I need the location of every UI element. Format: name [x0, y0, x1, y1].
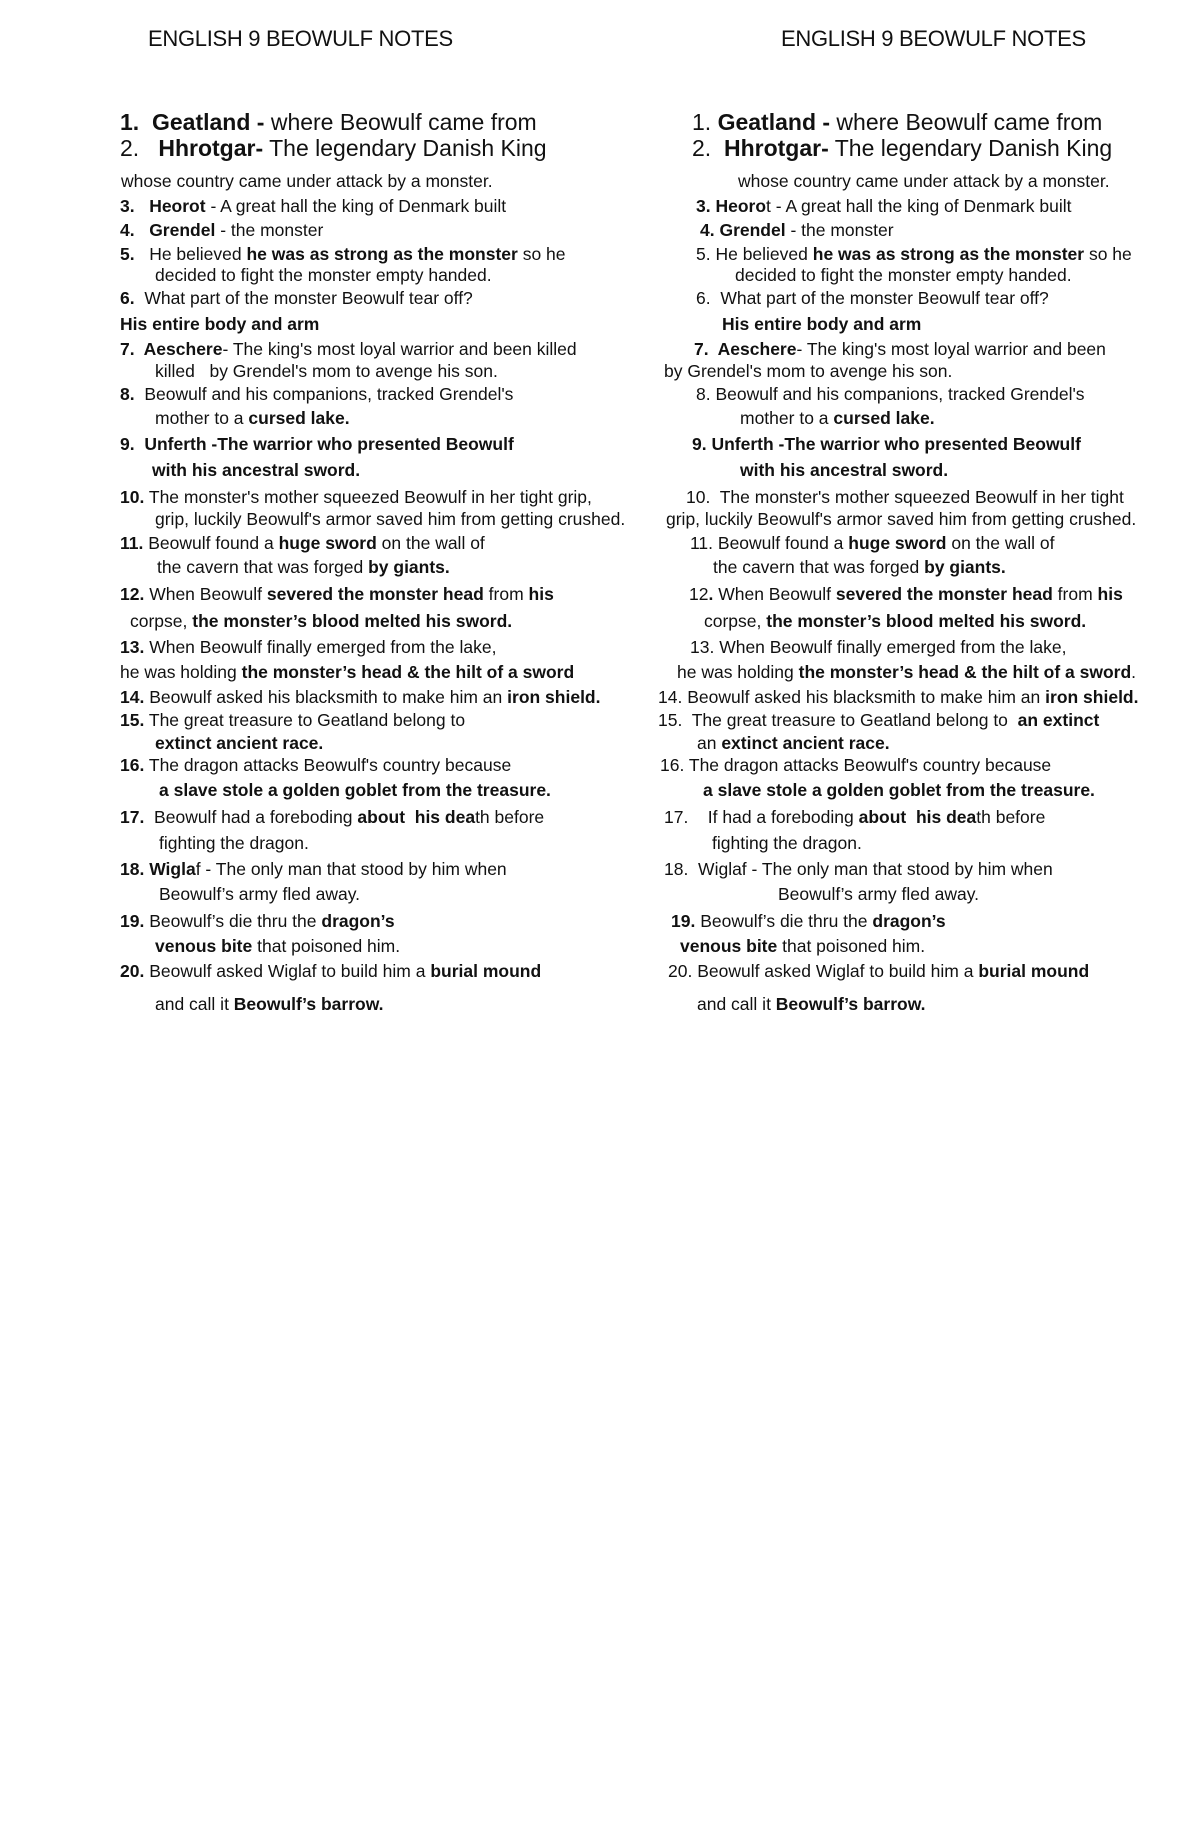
right-note-line-31 [664, 859, 1053, 879]
left-note-line-4-segment: Heorot [144, 196, 206, 216]
left-note-line-4-segment: 3. [120, 196, 145, 216]
left-note-line-35-segment: 20. [120, 961, 145, 981]
left-note-line-27-segment: The dragon attacks Beowulf's country because [144, 755, 512, 775]
right-note-line-26-segment: an [697, 733, 722, 753]
left-note-line-15 [152, 460, 360, 480]
right-note-line-10-segment: - The king's most loyal warrior and been [796, 339, 1106, 359]
left-note-line-24-segment: 14. [120, 687, 145, 707]
left-note-line-31-segment: Wigla [144, 859, 196, 879]
right-note-line-32-segment: Beowulf’s army fled away. [778, 884, 980, 904]
left-note-line-12 [120, 384, 513, 404]
left-note-line-29-segment: about his dea [357, 807, 476, 827]
right-note-line-4-segment: t - A great hall the king of Denmark built [766, 196, 1072, 216]
right-note-line-21-segment: the monster’s blood melted his sword. [766, 611, 1087, 631]
right-note-line-17-segment: grip, luckily Beowulf's armor saved him from getting crushed. [666, 509, 1137, 529]
right-note-line-3-segment: whose country came under attack by a monster. [738, 171, 1110, 191]
left-note-line-33-segment: Beowulf’s die thru the [144, 911, 322, 931]
left-note-line-35-segment: Beowulf asked Wiglaf to build him a [144, 961, 431, 981]
right-note-line-29-segment: about his dea [858, 807, 977, 827]
left-note-line-18-segment: Beowulf found a [143, 533, 279, 553]
right-note-line-12 [696, 384, 1085, 404]
right-note-line-15 [740, 460, 948, 480]
right-note-line-19-segment: by giants. [924, 557, 1006, 577]
left-note-line-6 [120, 244, 566, 264]
right-note-line-10-segment: 7. Aeschere [694, 339, 797, 359]
left-note-line-34-segment: venous bite [155, 936, 253, 956]
right-note-line-30 [712, 833, 862, 853]
left-note-line-12-segment: Beowulf and his companions, tracked Grendel's [144, 384, 514, 404]
right-note-line-13-segment: cursed lake. [833, 408, 935, 428]
left-note-line-27-segment: 16. [120, 755, 145, 775]
left-note-line-3-segment: whose country came under attack by a monster. [121, 171, 493, 191]
right-note-line-20-segment: 12 [689, 584, 709, 604]
left-note-line-22-segment: 13. [120, 637, 145, 657]
right-note-line-5-segment: 4. Grendel [700, 220, 786, 240]
left-note-line-8 [120, 288, 473, 308]
left-note-line-26-segment: extinct ancient race. [155, 733, 324, 753]
right-note-line-10 [694, 339, 1106, 359]
right-note-line-23-segment: he was holding [677, 662, 799, 682]
left-note-line-19-segment: by giants. [368, 557, 450, 577]
right-note-line-27-segment: 16. The dragon attacks Beowulf's country because [660, 755, 1052, 775]
left-note-line-33-segment: dragon’s [321, 911, 395, 931]
right-note-line-23-segment: . [1131, 662, 1137, 682]
left-note-line-2-segment: Hhrotgar- [151, 135, 264, 161]
right-note-line-14 [692, 434, 1081, 454]
right-note-line-20-segment: from [1052, 584, 1098, 604]
right-note-line-16 [686, 487, 1124, 507]
left-note-line-32-segment: Beowulf’s army fled away. [159, 884, 361, 904]
left-note-line-18-segment: huge sword [278, 533, 377, 553]
left-note-line-1-segment: Geatland - [151, 109, 265, 135]
left-note-line-29-segment: th before [475, 807, 545, 827]
left-note-line-24-segment: iron shield. [507, 687, 601, 707]
left-note-line-13 [155, 408, 350, 428]
left-note-line-5-segment: 4. [120, 220, 145, 240]
right-note-line-18-segment: on the wall of [946, 533, 1055, 553]
right-note-line-24-segment: iron shield. [1045, 687, 1139, 707]
right-note-line-20-segment: . [708, 584, 714, 604]
left-note-line-25-segment: 15. [120, 710, 145, 730]
left-note-line-27 [120, 755, 511, 775]
left-note-line-5 [120, 220, 323, 240]
left-note-line-13-segment: mother to a [155, 408, 249, 428]
left-note-line-6-segment: so he [517, 244, 566, 264]
left-note-line-9-segment: His entire body and arm [120, 314, 320, 334]
right-note-line-30-segment: fighting the dragon. [712, 833, 862, 853]
left-note-line-33 [120, 911, 395, 931]
left-note-line-1-segment: where Beowulf came from [264, 109, 537, 135]
left-note-line-20-segment: his [528, 584, 554, 604]
left-note-line-18-segment: 11. [120, 533, 144, 553]
right-note-line-28-segment: a slave stole a golden goblet from the treasure. [703, 780, 1095, 800]
right-note-line-21 [704, 611, 1086, 631]
right-note-line-26-segment: extinct ancient race. [721, 733, 890, 753]
left-note-line-20-segment: severed the monster head [266, 584, 484, 604]
left-note-line-22 [120, 637, 496, 657]
right-note-line-21-segment: corpse, [704, 611, 767, 631]
left-note-line-11-segment: killed by Grendel's mom to avenge his son. [155, 361, 498, 381]
left-note-line-20-segment: from [483, 584, 529, 604]
left-note-line-3 [121, 171, 493, 191]
right-note-line-34-segment: that poisoned him. [777, 936, 926, 956]
right-note-line-36-segment: Beowulf’s barrow. [775, 994, 926, 1014]
right-note-line-14-segment: 9. Unferth -The warrior who presented Beowulf [692, 434, 1081, 454]
left-note-line-4-segment: - A great hall the king of Denmark built [205, 196, 507, 216]
right-note-line-24 [658, 687, 1139, 707]
left-note-line-1-segment: 1. [120, 109, 152, 135]
right-note-line-2-segment: 2. [692, 135, 724, 161]
left-note-line-2 [120, 135, 547, 161]
right-note-line-26 [697, 733, 890, 753]
left-note-line-5-segment: - the monster [215, 220, 324, 240]
left-note-line-14-segment: Unferth -The warrior who presented Beowulf [144, 434, 514, 454]
right-note-line-7 [735, 265, 1072, 285]
right-note-line-35 [668, 961, 1089, 981]
left-note-line-19 [157, 557, 450, 577]
left-note-line-18-segment: on the wall of [376, 533, 485, 553]
left-note-line-34 [155, 936, 400, 956]
left-note-line-8-segment: What part of the monster Beowulf tear off? [144, 288, 473, 308]
left-note-line-25 [120, 710, 465, 730]
right-note-line-6-segment: 5. He believed [696, 244, 813, 264]
right-note-line-6-segment: so he [1084, 244, 1132, 264]
right-note-line-5-segment: - the monster [785, 220, 894, 240]
right-note-line-13 [740, 408, 935, 428]
left-note-line-21-segment: corpse, [130, 611, 193, 631]
right-note-line-32 [778, 884, 979, 904]
left-note-line-32 [159, 884, 360, 904]
left-note-line-2-segment: 2. [120, 135, 152, 161]
left-note-line-10-segment: - The king's most loyal warrior and been killed [222, 339, 577, 359]
right-note-line-25-segment: an extinct [1017, 710, 1100, 730]
left-note-line-34-segment: that poisoned him. [252, 936, 401, 956]
left-note-line-20 [120, 584, 554, 604]
left-note-line-20-segment: 12. [120, 584, 145, 604]
left-note-line-29-segment: 17. [120, 807, 145, 827]
right-note-line-20-segment: severed the monster head [835, 584, 1053, 604]
right-note-line-20 [689, 584, 1123, 604]
right-note-line-31-segment: 18. Wiglaf - The only man that stood by him when [664, 859, 1053, 879]
right-note-line-25 [658, 710, 1099, 730]
left-note-line-12-segment: 8. [120, 384, 145, 404]
left-note-line-5-segment: Grendel [144, 220, 216, 240]
right-note-line-29-segment: th before [976, 807, 1046, 827]
left-note-line-26 [155, 733, 323, 753]
right-note-line-7-segment: decided to fight the monster empty handed. [735, 265, 1072, 285]
right-note-line-35-segment: burial mound [978, 961, 1090, 981]
right-note-line-25-segment: 15. The great treasure to Geatland belong to [658, 710, 1018, 730]
right-note-line-24-segment: 14. Beowulf asked his blacksmith to make him an [658, 687, 1046, 707]
right-note-line-11-segment: by Grendel's mom to avenge his son. [664, 361, 953, 381]
right-note-line-22-segment: 13. When Beowulf finally emerged from the lake, [690, 637, 1067, 657]
right-note-line-8-segment: 6. What part of the monster Beowulf tear off? [696, 288, 1049, 308]
right-note-line-20-segment: When Beowulf [713, 584, 836, 604]
left-note-line-23-segment: the monster’s head & the hilt of a sword [241, 662, 575, 682]
left-note-line-33-segment: 19. [120, 911, 145, 931]
left-note-line-24-segment: Beowulf asked his blacksmith to make him an [144, 687, 508, 707]
left-note-line-8-segment: 6. [120, 288, 145, 308]
left-note-line-7-segment: decided to fight the monster empty handed. [155, 265, 492, 285]
right-note-line-22 [690, 637, 1066, 657]
left-note-line-25-segment: The great treasure to Geatland belong to [144, 710, 466, 730]
left-note-line-28-segment: a slave stole a golden goblet from the treasure. [159, 780, 551, 800]
right-note-line-33 [671, 911, 946, 931]
left-note-line-10-segment: 7. [120, 339, 144, 359]
right-note-line-1-segment: Geatland - [717, 109, 831, 135]
left-note-line-17 [155, 509, 625, 529]
right-note-line-2-segment: Hhrotgar- [723, 135, 829, 161]
left-note-line-30 [159, 833, 309, 853]
left-note-line-16-segment: 10. [120, 487, 145, 507]
left-note-line-6-segment: 5. [120, 244, 145, 264]
right-note-line-18 [690, 533, 1054, 553]
left-note-line-29 [120, 807, 544, 827]
left-note-line-23-segment: he was holding [120, 662, 242, 682]
right-note-line-2-segment: The legendary Danish King [828, 135, 1113, 161]
right-note-line-33-segment: dragon’s [872, 911, 946, 931]
right-note-line-6 [696, 244, 1132, 264]
right-note-line-4-segment: 3. Heoro [696, 196, 767, 216]
left-note-line-18 [120, 533, 485, 553]
left-note-line-31-segment: 18. [120, 859, 145, 879]
left-note-line-2-segment: The legendary Danish King [263, 135, 547, 161]
right-note-line-13-segment: mother to a [740, 408, 834, 428]
left-note-line-17-segment: grip, luckily Beowulf's armor saved him from getting crushed. [155, 509, 626, 529]
right-page-title: ENGLISH 9 BEOWULF NOTES [781, 26, 1086, 51]
right-note-line-11 [664, 361, 952, 381]
left-note-line-16-segment: The monster's mother squeezed Beowulf in her tight grip, [144, 487, 592, 507]
right-note-line-4 [696, 196, 1071, 216]
right-note-line-1-segment: where Beowulf came from [830, 109, 1103, 135]
left-note-line-22-segment: When Beowulf finally emerged from the lake, [144, 637, 497, 657]
left-note-line-19-segment: the cavern that was forged [157, 557, 369, 577]
left-note-line-10-segment: Aeschere [143, 339, 223, 359]
left-note-line-6-segment: He believed [144, 244, 247, 264]
left-note-line-36-segment: and call it [155, 994, 234, 1014]
left-note-line-21-segment: the monster’s blood melted his sword. [192, 611, 513, 631]
right-note-line-3 [738, 171, 1110, 191]
right-note-line-19-segment: the cavern that was forged [713, 557, 925, 577]
left-note-line-24 [120, 687, 601, 707]
left-page-title: ENGLISH 9 BEOWULF NOTES [148, 26, 453, 51]
left-note-line-4 [120, 196, 506, 216]
right-note-line-36-segment: and call it [697, 994, 776, 1014]
right-note-line-18-segment: huge sword [848, 533, 947, 553]
right-note-line-20-segment: his [1097, 584, 1123, 604]
left-note-line-28 [159, 780, 551, 800]
right-note-line-1 [692, 109, 1102, 135]
right-note-line-28 [703, 780, 1095, 800]
left-note-line-35-segment: burial mound [430, 961, 542, 981]
left-note-line-10 [120, 339, 577, 359]
right-note-line-9-segment: His entire body and arm [722, 314, 922, 334]
left-note-line-6-segment: he was as strong as the monster [246, 244, 518, 264]
left-note-line-15-segment: with his ancestral sword. [152, 460, 361, 480]
right-note-line-29-segment: 17. If had a foreboding [664, 807, 859, 827]
right-note-line-15-segment: with his ancestral sword. [740, 460, 949, 480]
right-note-line-12-segment: 8. Beowulf and his companions, tracked Grendel's [696, 384, 1085, 404]
left-note-line-30-segment: fighting the dragon. [159, 833, 309, 853]
left-note-line-16 [120, 487, 592, 507]
left-note-line-23 [120, 662, 574, 682]
left-note-line-14-segment: 9. [120, 434, 145, 454]
left-note-line-31-segment: f - The only man that stood by him when [195, 859, 507, 879]
left-note-line-9 [120, 314, 319, 334]
left-note-line-7 [155, 265, 492, 285]
left-note-line-21 [130, 611, 512, 631]
right-note-line-35-segment: 20. Beowulf asked Wiglaf to build him a [668, 961, 979, 981]
right-note-line-36 [697, 994, 926, 1014]
left-note-line-1 [120, 109, 537, 135]
left-note-line-35 [120, 961, 541, 981]
right-note-line-6-segment: he was as strong as the monster [812, 244, 1085, 264]
left-note-line-13-segment: cursed lake. [248, 408, 350, 428]
left-note-line-11 [155, 361, 498, 381]
right-note-line-17 [666, 509, 1136, 529]
left-note-line-36-segment: Beowulf’s barrow. [233, 994, 384, 1014]
right-note-line-5 [700, 220, 894, 240]
right-note-line-23 [677, 662, 1136, 682]
right-note-line-29 [664, 807, 1045, 827]
right-note-line-33-segment: 19. [671, 911, 696, 931]
left-note-line-14 [120, 434, 514, 454]
right-note-line-33-segment: Beowulf’s die thru the [695, 911, 873, 931]
left-note-line-20-segment: When Beowulf [144, 584, 267, 604]
right-note-line-16-segment: 10. The monster's mother squeezed Beowulf in her tight [686, 487, 1124, 507]
right-note-line-34 [680, 936, 925, 956]
right-note-line-18-segment: 11. Beowulf found a [690, 533, 849, 553]
left-note-line-29-segment: Beowulf had a foreboding [144, 807, 358, 827]
right-note-line-27 [660, 755, 1051, 775]
right-note-line-34-segment: venous bite [680, 936, 778, 956]
right-note-line-8 [696, 288, 1049, 308]
right-note-line-23-segment: the monster’s head & the hilt of a sword [798, 662, 1132, 682]
right-note-line-9 [722, 314, 921, 334]
right-note-line-1-segment: 1. [692, 109, 718, 135]
right-note-line-2 [692, 135, 1112, 161]
right-note-line-19 [713, 557, 1006, 577]
left-note-line-31 [120, 859, 507, 879]
left-note-line-36 [155, 994, 384, 1014]
